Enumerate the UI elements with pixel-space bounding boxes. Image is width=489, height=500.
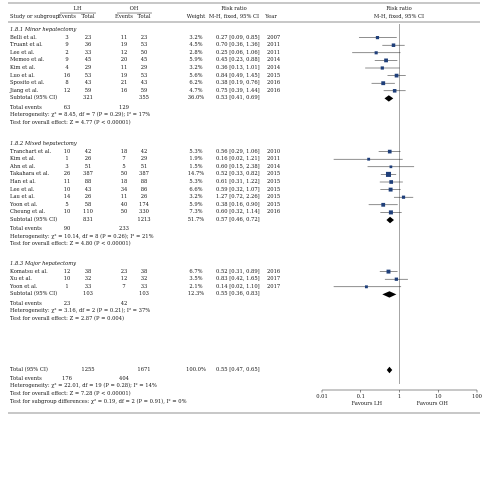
study-rr-ci: 0.45 [0.23, 0.88] <box>216 57 260 64</box>
study-total-lh: 43 <box>84 186 92 193</box>
study-events-oh: 50 <box>120 171 128 178</box>
subtotal-total-lh: 103 <box>83 291 93 298</box>
study-name: Lau et al. <box>10 194 35 201</box>
study-year: 2011 <box>267 42 281 49</box>
study-total-oh: 387 <box>139 171 149 178</box>
study-events-lh: 11 <box>63 179 71 185</box>
study-events-lh: 2 <box>65 49 69 56</box>
total-label: Total (95% CI) <box>10 367 48 373</box>
study-name: Memeo et al. <box>10 57 45 64</box>
study-year: 2007 <box>267 34 281 41</box>
study-rr-ci: 0.52 [0.31, 0.89] <box>216 268 260 275</box>
study-total-oh: 29 <box>140 65 148 71</box>
study-rr-ci: 1.27 [0.72, 2.26] <box>216 194 260 201</box>
subtotal-label: Subtotal (95% CI) <box>10 217 58 223</box>
study-point <box>367 158 370 161</box>
study-year: 2014 <box>267 163 281 170</box>
study-year: 2016 <box>267 87 281 94</box>
study-rr-ci: 0.27 [0.09, 0.85] <box>216 34 260 41</box>
study-total-oh: 50 <box>140 49 148 56</box>
study-point <box>384 59 388 63</box>
study-rr-ci: 0.14 [0.02, 1.10] <box>216 283 260 290</box>
study-weight: 5.9% <box>189 57 203 64</box>
study-name: Belli et al. <box>10 34 37 41</box>
heterogeneity-text: Heterogeneity: χ² = 10.14, df = 8 (P = 0.26); I² = 21% <box>10 233 154 240</box>
total-total-oh: 1671 <box>137 367 151 373</box>
study-events-oh: 20 <box>120 57 128 64</box>
study-rr-ci: 0.38 [0.16, 0.90] <box>216 201 260 208</box>
study-point <box>389 180 393 184</box>
study-point <box>386 172 391 177</box>
study-point <box>381 203 385 207</box>
study-year: 2015 <box>267 201 281 208</box>
study-total-oh: 86 <box>140 186 148 193</box>
study-weight: 1.5% <box>189 163 203 170</box>
study-point <box>392 43 396 47</box>
study-point <box>402 196 405 199</box>
study-year: 2015 <box>267 186 281 193</box>
study-total-oh: 23 <box>140 34 148 41</box>
header-rr-text-title: Risk ratio <box>221 6 247 12</box>
subtotal-diamond <box>386 217 394 223</box>
study-rr-ci: 0.36 [0.13, 1.01] <box>216 65 260 71</box>
study-year: 2015 <box>267 179 281 185</box>
study-events-lh: 5 <box>65 201 69 208</box>
study-year: 2016 <box>267 268 281 275</box>
study-events-oh: 7 <box>122 156 126 163</box>
study-year: 2014 <box>267 57 281 64</box>
study-rr-ci: 0.16 [0.02, 1.21] <box>216 156 260 163</box>
study-events-lh: 26 <box>63 171 71 178</box>
study-weight: 5.9% <box>189 201 203 208</box>
subgroup-title: 1.8.1 Minor hepatectomy <box>10 27 77 33</box>
study-events-lh: 10 <box>63 186 71 193</box>
total-rr-ci: 0.55 [0.47, 0.65] <box>216 367 260 373</box>
total-events-label: Total events <box>10 300 42 307</box>
study-total-lh: 53 <box>84 72 92 79</box>
overall-effect-text: Test for overall effect: Z = 4.77 (P < 0.00001) <box>10 119 131 126</box>
study-rr-ci: 0.25 [0.06, 1.06] <box>216 49 260 56</box>
study-name: Luo et al. <box>10 72 35 79</box>
study-total-lh: 58 <box>84 201 92 208</box>
study-point <box>388 150 392 154</box>
study-point <box>389 210 393 214</box>
overall-effect-text: Test for overall effect: Z = 4.80 (P < 0.00001) <box>10 241 131 248</box>
study-rr-ci: 0.60 [0.15, 2.38] <box>216 163 260 170</box>
study-year: 2011 <box>267 49 281 56</box>
study-name: Kim et al. <box>10 156 36 163</box>
x-axis-tick-label: 0.01 <box>316 394 328 400</box>
x-axis-tick-label: 0.1 <box>356 394 365 400</box>
study-weight: 6.6% <box>189 186 203 193</box>
subtotal-rr-ci: 0.53 [0.41, 0.69] <box>216 95 260 102</box>
total-events-oh: 233 <box>119 226 129 233</box>
study-total-lh: 110 <box>83 209 93 216</box>
study-weight: 3.2% <box>189 65 203 71</box>
study-total-oh: 43 <box>140 80 148 87</box>
study-events-lh: 10 <box>63 148 71 155</box>
study-events-lh: 8 <box>65 80 69 87</box>
study-point <box>375 51 378 54</box>
study-events-oh: 18 <box>120 179 128 185</box>
study-events-lh: 14 <box>63 194 71 201</box>
x-axis-tick-label: 100 <box>472 394 482 400</box>
study-name: Sposito et al. <box>10 80 45 87</box>
study-total-lh: 38 <box>84 268 92 275</box>
study-total-lh: 26 <box>84 194 92 201</box>
favours-lh-label: Favours LH <box>351 401 382 407</box>
study-year: 2017 <box>267 283 281 290</box>
header-rr-plot-title: Risk ratio <box>386 6 412 12</box>
study-point <box>376 36 379 39</box>
study-weight: 2.1% <box>189 283 203 290</box>
study-name: Komatsu et al. <box>10 268 48 275</box>
total-events-oh: 129 <box>119 104 129 111</box>
study-total-oh: 42 <box>140 148 148 155</box>
study-events-oh: 11 <box>120 34 128 41</box>
study-total-lh: 26 <box>84 156 92 163</box>
study-point <box>395 74 399 78</box>
study-total-oh: 88 <box>140 179 148 185</box>
subtotal-weight: 51.7% <box>187 217 205 223</box>
study-year: 2015 <box>267 171 281 178</box>
grand-total-events-lh: 176 <box>62 375 72 382</box>
total-events-label: Total events <box>10 104 42 111</box>
study-total-oh: 53 <box>140 42 148 49</box>
x-axis-tick-label: 1 <box>397 394 402 400</box>
study-weight: 6.7% <box>189 268 203 275</box>
subgroup-differences-text: Test for subgroup differences: χ² = 0.19, df = 2 (P = 0.91), I² = 0% <box>10 399 187 406</box>
study-events-oh: 19 <box>120 42 128 49</box>
total-events-lh: 23 <box>63 300 71 307</box>
study-events-lh: 16 <box>63 72 71 79</box>
study-total-lh: 42 <box>84 148 92 155</box>
study-point <box>387 270 391 274</box>
study-rr-ci: 0.60 [0.32, 1.14] <box>216 209 260 216</box>
study-weight: 7.3% <box>189 209 203 216</box>
study-rr-ci: 0.61 [0.31, 1.22] <box>216 179 260 185</box>
study-events-lh: 3 <box>65 163 69 170</box>
study-weight: 14.7% <box>187 171 205 178</box>
study-events-lh: 10 <box>63 209 71 216</box>
subtotal-diamond <box>384 95 393 101</box>
study-total-lh: 51 <box>84 163 92 170</box>
study-total-oh: 45 <box>140 57 148 64</box>
study-name: Han et al. <box>10 179 36 185</box>
study-events-lh: 1 <box>65 156 69 163</box>
subtotal-total-oh: 1213 <box>137 217 151 223</box>
overall-effect-text: Test for overall effect: Z = 2.87 (P = 0.004) <box>10 315 125 322</box>
grand-total-events-oh: 404 <box>119 375 129 382</box>
grand-overall-effect-text: Test for overall effect: Z = 7.28 (P < 0.00001) <box>10 390 131 397</box>
header-year: Year <box>265 14 277 20</box>
study-point <box>393 89 397 93</box>
study-rr-ci: 0.84 [0.49, 1.45] <box>216 72 260 79</box>
header-rr-plot-sub: M-H, fixed, 95% CI <box>373 14 425 20</box>
subtotal-rr-ci: 0.57 [0.46, 0.72] <box>216 217 260 223</box>
study-events-oh: 18 <box>120 148 128 155</box>
study-name: Truant et al. <box>10 42 43 49</box>
study-rr-ci: 0.59 [0.32, 1.07] <box>216 186 260 193</box>
total-weight: 100.0% <box>186 367 206 373</box>
study-events-lh: 9 <box>65 42 69 49</box>
study-point <box>395 278 398 281</box>
study-events-oh: 16 <box>120 87 128 94</box>
x-axis-tick-label: 10 <box>434 394 442 400</box>
study-weight: 2.8% <box>189 49 203 56</box>
total-events-lh: 90 <box>63 226 71 233</box>
study-weight: 3.2% <box>189 194 203 201</box>
study-rr-ci: 0.38 [0.19, 0.76] <box>216 80 260 87</box>
study-year: 2016 <box>267 80 281 87</box>
study-name: Tranchart et al. <box>10 148 52 155</box>
study-weight: 5.3% <box>189 179 203 185</box>
study-rr-ci: 0.75 [0.39, 1.44] <box>216 87 260 94</box>
header-study: Study or subgroup <box>10 14 60 20</box>
study-events-oh: 7 <box>122 283 126 290</box>
subtotal-label: Subtotal (95% CI) <box>10 95 58 102</box>
study-total-oh: 33 <box>140 283 148 290</box>
study-year: 2017 <box>267 276 281 283</box>
study-weight: 5.3% <box>189 148 203 155</box>
subtotal-diamond <box>382 291 396 297</box>
header-rr-text-sub: M-H, fixed, 95% CI <box>208 14 260 20</box>
favours-oh-label: Favours OH <box>416 401 448 407</box>
study-total-oh: 51 <box>140 163 148 170</box>
header-total-oh: Total <box>137 14 151 20</box>
study-year: 2015 <box>267 72 281 79</box>
total-diamond <box>387 367 392 373</box>
study-name: Xu et al. <box>10 276 32 283</box>
subtotal-rr-ci: 0.55 [0.36, 0.83] <box>216 291 260 298</box>
study-rr-ci: 0.56 [0.29, 1.06] <box>216 148 260 155</box>
study-total-oh: 174 <box>139 201 149 208</box>
study-events-oh: 12 <box>120 49 128 56</box>
study-point <box>390 165 393 168</box>
study-name: Lee et al. <box>10 49 35 56</box>
subgroup-title: 1.8.3 Major hepatectomy <box>10 261 77 267</box>
study-events-oh: 40 <box>120 201 128 208</box>
header-weight: Weight <box>186 14 206 20</box>
study-name: Cheung et al. <box>10 209 46 216</box>
study-weight: 1.9% <box>189 156 203 163</box>
study-total-lh: 43 <box>84 80 92 87</box>
subtotal-total-lh: 831 <box>83 217 93 223</box>
study-total-oh: 53 <box>140 72 148 79</box>
study-events-lh: 12 <box>63 268 71 275</box>
study-events-oh: 23 <box>120 268 128 275</box>
study-weight: 4.5% <box>189 42 203 49</box>
subtotal-label: Subtotal (95% CI) <box>10 291 58 298</box>
study-name: Yoon et al. <box>10 201 38 208</box>
study-events-lh: 1 <box>65 283 69 290</box>
subgroup-title: 1.8.2 Mixed hepatectomy <box>10 141 77 147</box>
study-name: Kim et al. <box>10 65 36 71</box>
subtotal-total-lh: 321 <box>83 95 93 102</box>
study-name: Ahn et al. <box>10 163 36 170</box>
header-lh: LH <box>73 6 82 12</box>
study-rr-ci: 0.70 [0.36, 1.36] <box>216 42 260 49</box>
heterogeneity-text: Heterogeneity: χ² = 3.16, df = 2 (P = 0.21); I² = 37% <box>10 308 151 315</box>
study-events-lh: 4 <box>65 65 69 71</box>
study-total-lh: 387 <box>83 171 93 178</box>
study-events-lh: 3 <box>65 34 69 41</box>
study-total-lh: 36 <box>84 42 92 49</box>
study-total-oh: 26 <box>140 194 148 201</box>
study-events-oh: 11 <box>120 65 128 71</box>
study-total-oh: 32 <box>140 276 148 283</box>
study-events-lh: 10 <box>63 276 71 283</box>
subtotal-weight: 12.3% <box>187 291 205 298</box>
study-weight: 6.2% <box>189 80 203 87</box>
study-year: 2011 <box>267 156 281 163</box>
study-point <box>389 188 393 192</box>
study-point <box>365 285 368 288</box>
study-total-oh: 59 <box>140 87 148 94</box>
subtotal-total-oh: 355 <box>139 95 149 102</box>
study-total-lh: 33 <box>84 49 92 56</box>
study-total-oh: 29 <box>140 156 148 163</box>
grand-heterogeneity-text: Heterogeneity: χ² = 22.01, df = 19 (P = 0.28); I² = 14% <box>10 383 157 390</box>
study-weight: 3.2% <box>189 34 203 41</box>
study-events-oh: 12 <box>120 276 128 283</box>
subtotal-weight: 36.0% <box>187 95 205 102</box>
study-total-lh: 59 <box>84 87 92 94</box>
study-events-oh: 19 <box>120 72 128 79</box>
study-name: Yoon et al. <box>10 283 38 290</box>
study-year: 2015 <box>267 194 281 201</box>
header-total-lh: Total <box>81 14 95 20</box>
study-weight: 3.5% <box>189 276 203 283</box>
study-point <box>381 66 384 69</box>
study-name: Takahara et al. <box>10 171 50 178</box>
study-events-oh: 50 <box>120 209 128 216</box>
study-events-oh: 34 <box>120 186 128 193</box>
total-total-lh: 1255 <box>81 367 95 373</box>
total-events-lh: 63 <box>63 104 71 111</box>
study-events-oh: 5 <box>122 163 126 170</box>
study-weight: 5.6% <box>189 72 203 79</box>
study-name: Lee et al. <box>10 186 35 193</box>
study-weight: 4.7% <box>189 87 203 94</box>
header-oh: OH <box>129 6 139 12</box>
study-total-lh: 33 <box>84 283 92 290</box>
study-point <box>381 81 385 85</box>
study-year: 2016 <box>267 209 281 216</box>
heterogeneity-text: Heterogeneity: χ² = 8.45, df = 7 (P = 0.29); I² = 17% <box>10 112 151 119</box>
study-total-lh: 23 <box>84 34 92 41</box>
subtotal-total-oh: 103 <box>139 291 149 298</box>
study-rr-ci: 0.83 [0.42, 1.65] <box>216 276 260 283</box>
study-rr-ci: 0.52 [0.33, 0.82] <box>216 171 260 178</box>
total-events-oh: 42 <box>120 300 128 307</box>
study-events-lh: 12 <box>63 87 71 94</box>
study-year: 2014 <box>267 65 281 71</box>
study-total-lh: 88 <box>84 179 92 185</box>
total-events-label: Total events <box>10 226 42 233</box>
study-total-lh: 45 <box>84 57 92 64</box>
header-events-oh: Events <box>115 14 133 20</box>
grand-total-events-label: Total events <box>10 375 42 382</box>
study-name: Jiang et al. <box>10 87 39 94</box>
study-total-lh: 32 <box>84 276 92 283</box>
study-total-lh: 29 <box>84 65 92 71</box>
study-total-oh: 330 <box>139 209 149 216</box>
study-events-lh: 9 <box>65 57 69 64</box>
study-events-oh: 11 <box>120 194 128 201</box>
study-events-oh: 21 <box>120 80 128 87</box>
study-total-oh: 38 <box>140 268 148 275</box>
header-events-lh: Events <box>58 14 76 20</box>
study-year: 2010 <box>267 148 281 155</box>
